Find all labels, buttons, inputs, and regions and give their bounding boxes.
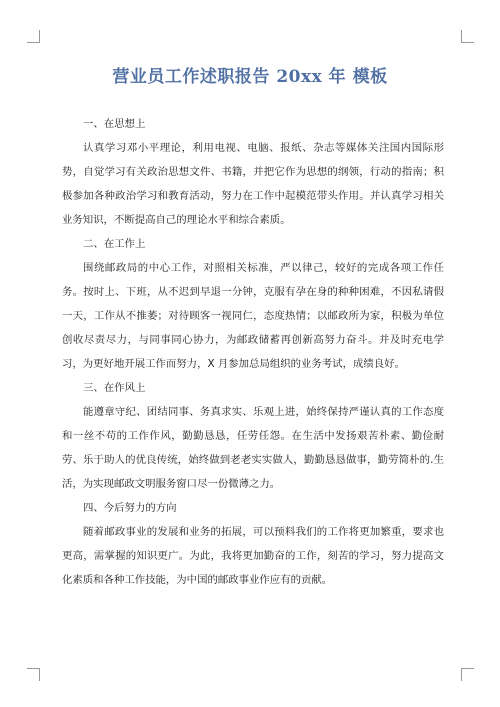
section-style: [62, 376, 444, 496]
section-heading: 二、在工作上: [83, 238, 146, 250]
section-paragraph: 随着邮政事业的发展和业务的拓展，可以预料我们的工作将更加繁重，要求也更高，需掌握的知识更广。为此，我将更加勤奋的工作，刻苦的学习，努力提高文化素质和各种工作技能，为中国的邮政事业作应有的贡献。: [62, 526, 444, 586]
section-paragraph: 认真学习邓小平理论，利用电视、电脑、报纸、杂志等媒体关注国内国际形势，自觉学习有关政治思想文件、书籍，并把它作为思想的纲领，行动的指南；积极参加各种政治学习和教育活动，努力在工作中起模范带头作用。并认真学习相关业务知识，不断提高自己的理论水平和综合素质。: [62, 142, 444, 226]
section-heading: 三、在作风上: [83, 382, 146, 394]
crop-mark-bottom-right: [461, 668, 474, 681]
section-heading: 一、在思想上: [83, 118, 146, 130]
crop-mark-bottom-left: [27, 668, 40, 681]
section-thought: [62, 112, 444, 232]
section-heading: 四、今后努力的方向: [83, 502, 177, 514]
section-future: [62, 496, 444, 592]
crop-mark-top-right: [461, 30, 474, 43]
document-title: 营业员工作述职报告 20xx 年 模板: [112, 67, 388, 87]
crop-mark-top-left: [27, 30, 40, 43]
document-body: [62, 112, 444, 592]
section-work: [62, 232, 444, 376]
section-paragraph: 围绕邮政局的中心工作，对照相关标准，严以律己，较好的完成各项工作任务。按时上、下班，从不迟到早退一分钟，克服有孕在身的种种困难，不因私请假一天，工作从不推萎；对待顾客一视同仁，态度热情；以邮政所为家，积极为单位创收尽责尽力，与同事同心协力，为邮政储蓄再创新高努力奋斗。并及时充电学习，为更好地开展工作而努力，X 月参加总局组织的业务考试，成绩良好。: [62, 262, 444, 370]
section-paragraph: 能遵章守纪、团结同事、务真求实、乐观上进，始终保持严谨认真的工作态度和一丝不苟的工作作风，勤勤恳恳，任劳任怨。在生活中发扬艰苦朴素、勤俭耐劳、乐于助人的优良传统，始终做到老老实实做人，勤勤恳恳做事，勤劳简朴的.生活，为实现邮政文明服务窗口尽一份微薄之力。: [62, 406, 444, 490]
